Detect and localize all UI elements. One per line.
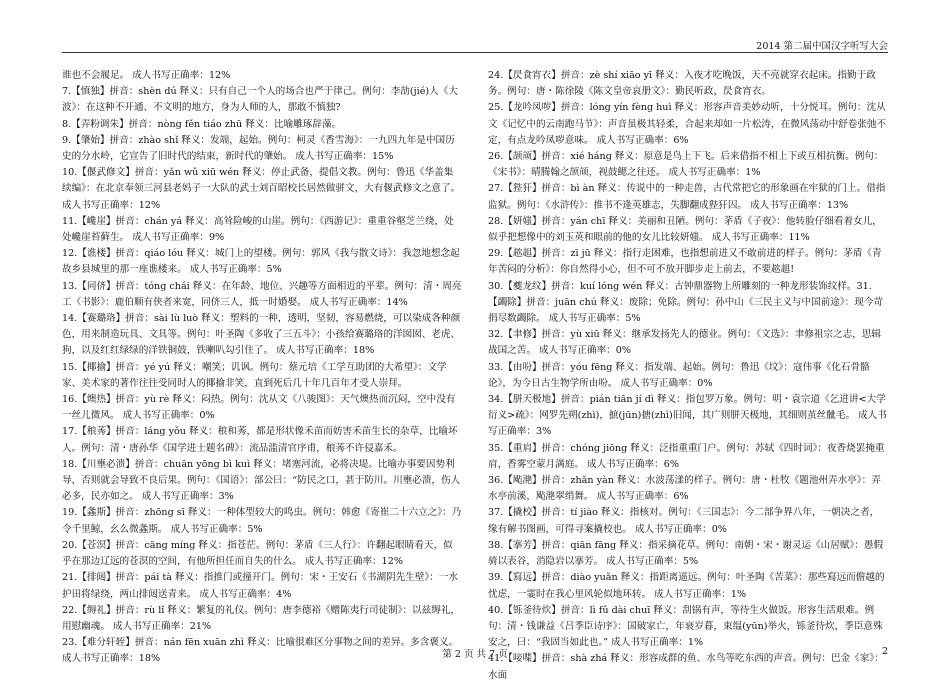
- header-divider: [62, 52, 888, 53]
- entry-text: 34.【胼天极地】拼音：pián tiān jí dì 释义：指包罗万象。例句：明・袁宗道《乞进讲<大学衍义>疏》：网罗先朔(zhì)，摭(jūn)搪(zhì)旧闻，其广则胼天极地，其细则茧丝骴毛。 成人书写正确率：3%: [488, 394, 887, 438]
- entry-text: 15.【揶揄】拼音：yé yú 释义：嘲笑；讥讽。例句：蔡元培《工学互助团的大希望》：文学家、美术家的著作往往受同时人的揶揄非笑，直到死后几十年几百年才受人崇拜。: [62, 361, 447, 389]
- entry-text: 10.【偃武修文】拼音：yǎn wǔ xiū wén 释义：停止武备，提倡文教。例句：鲁迅《华盖集续编》：在北京奉领三河县老妈子一大队的武士刘百昭校长居然做骈文，大有偃武修文之意了。 成人书写正确率：12%: [62, 167, 461, 211]
- entry-text: 29.【趑趄】拼音：zī jū 释义：指行走困难，也指想前进又不敢前进的样子。例句：茅盾《青年苦闷的分析》：你自然得小心，但不可不放开脚步走上前去，不要趑趄!: [488, 248, 882, 276]
- vocabulary-entry: [62, 68, 462, 84]
- vocabulary-entry: [62, 133, 462, 165]
- vocabulary-entry: [488, 392, 888, 441]
- entry-text: 25.【龙吟凤哕】拼音：lóng yín fèng huì 释义：形容声音美妙动听，十分悦耳。例句：沈从文《记忆中的云南跑马节》：声音虽极其轻柔，合起来却如一片松涛，在微风荡动中舒卷张弛不定，有点龙吟凤哕意味。 成人书写正确率：6%: [488, 102, 887, 146]
- vocabulary-entry: [488, 279, 888, 328]
- entry-text: 22.【缛礼】拼音：rù lǐ 释义：繁复的礼仪。例句：唐李德裕《赠陈夷行司徒制》：以兹缛礼，用慰幽魂。 成人书写正确率：21%: [62, 604, 461, 632]
- entry-text: 19.【螽斯】拼音：zhōng sī 释义：一种体型较大的鸣虫。例句：韩愈《寄崔二十六立之》：乃令千里鲸，幺么微螽斯。 成人书写正确率：5%: [62, 507, 462, 535]
- entry-text: 12.【谯楼】拼音：qiáo lóu 释义：城门上的望楼。例句：郭风《我与散文诗》：我忽地想念起故乡县城里的那一座谯楼来。 成人书写正确率：5%: [62, 248, 460, 276]
- entry-text: 28.【妍媸】拼音：yán chī 释义：美丽和丑陋。例句：茅盾《子夜》：他转脸仔细看着女儿，似乎把想像中的刘玉英和眼前的他的女儿比较妍媸。 成人书写正确率：11%: [488, 215, 882, 244]
- vocabulary-entry: [488, 603, 888, 652]
- page-header-title: 2014 第二届中国汉字听写大会: [756, 41, 888, 52]
- entry-text: 7.【慎独】拼音：shèn dú 释义：只有自己一个人的场合也严于律己。例句：李劼(jié)人《大波》：在这种不开通、不文明的地方，身为人师的人，那敢不慎独?: [62, 86, 458, 114]
- vocabulary-entry: [62, 246, 462, 278]
- entry-text: 谁也不会履足。 成人书写正确率：12%: [62, 70, 231, 81]
- entry-text: 38.【搴芳】拼音：qiān fāng 释义：指采摘花草。例句：南朝・宋・谢灵运《山居赋》：愚假骑以表谷，消隐岩以搴芳。 成人书写正确率：5%: [488, 539, 884, 568]
- vocabulary-entry: [488, 149, 888, 181]
- vocabulary-entry: [62, 311, 462, 360]
- vocabulary-entry: [62, 392, 462, 424]
- entry-text: 8.【弄粉调朱】拼音：nòng fěn tiáo zhū 释义：比喻雕琢辞藻。: [62, 118, 342, 130]
- vocabulary-entry: [62, 538, 462, 570]
- vocabulary-entry: [62, 570, 462, 602]
- vocabulary-entry: [62, 457, 462, 506]
- entry-text: 40.【铄釜待炊】拼音：lì fǔ dài chuī 释义：刮锅有声，等待生火做饭。形容生活艰难。例句：清・钱谦益《吕季臣诗序》：国破家亡，年衰岁暮，束缊(yūn)举火，铄釜待炊，季臣意殊安之，曰：“我固当如此也。” 成人书写正确率：1%: [488, 604, 883, 649]
- vocabulary-entry: [62, 360, 462, 392]
- vocabulary-entry: [488, 441, 888, 473]
- vocabulary-entry: [62, 279, 462, 311]
- entry-text: 18.【川壅必溃】拼音：chuān yōng bì kuì 释义：堵塞河流，必将决堤。比喻办事要因势利导，否则就会导致不良后果。例句：《国语》：部公曰：“防民之口，甚于防川。川壅必溃，伤人必多，民亦如之。 成人书写正确率：3%: [62, 458, 461, 503]
- vocabulary-entry: [62, 165, 462, 214]
- entry-text: 30.【夔龙纹】拼音：kuí lóng wén 释义：古钟鼎器物上所雕刻的一种龙形装饰纹样。31.【蠲除】拼音：juān chú 释义：废除；免除。例句：孙中山《三民主义与中国前途》：现今苛捐尽数蠲除。 成人书写正确率：5%: [488, 280, 884, 325]
- vocabulary-entry: [488, 360, 888, 392]
- entry-text: 17.【稂莠】拼音：láng yǒu 释义：稂和莠，都是形状像禾苗而妨害禾苗生长的杂草，比喻坏人。例句：清・唐孙华《国学进士题名碑》：流品滥清官序甫，稂莠不许侵嘉禾。: [62, 426, 458, 454]
- vocabulary-entry: [62, 84, 462, 116]
- vocabulary-entry: [488, 68, 888, 100]
- vocabulary-entry: [488, 570, 888, 602]
- entry-text: 26.【颉颃】拼音：xié háng 释义：原意是鸟上下飞。后来借指不相上下或互相抗衡。例句：《宋书》：晴腾翰之颉颃，视鼓鳃之往还。 成人书写正确率：1%: [488, 151, 884, 179]
- vocabulary-entry: [488, 505, 888, 537]
- vocabulary-entry: [488, 181, 888, 213]
- entry-text: 23.【难分轩轾】拼音：nán fēn xuān zhì 释义：比喻很难区分事物之间的差异。多含褒义。 成人书写正确率：18%: [62, 637, 459, 665]
- vocabulary-entry: [488, 327, 888, 359]
- vocabulary-entry: [62, 424, 462, 456]
- entry-text: 11.【巉崖】拼音：chán yá 释义：高耸险峻的山崖。例句：《西游记》：重重谷壑芝兰绕，处处巉崖苔藓生。 成人书写正确率：9%: [62, 215, 454, 244]
- entry-text: 36.【飐滟】拼音：zhǎn yàn 释义：水波荡漾的样子。例句：唐・杜牧《题池州弄水亭》：弄水亭前溪，飐滟翠绡舞。 成人书写正确率：6%: [488, 475, 881, 503]
- right-column: [488, 68, 888, 681]
- vocabulary-entry: [488, 100, 888, 149]
- entry-text: 21.【排闼】拼音：pái tà 释义：指推门或撞开门。例句：宋・王安石《书湖阴先生壁》：一水护田将绿绕，两山排闼送青来。 成人书写正确率：4%: [62, 572, 459, 600]
- entry-text: 27.【狴犴】拼音：bì àn 释义：传说中的一种走兽，古代常把它的形象画在牢狱的门上。借指监狱。例句：《水浒传》：推书不逢英雄志，失脚翻成狴犴囚。 成人书写正确率：13%: [488, 183, 886, 211]
- page-footer-label: 第 2 页 共 7 页: [442, 649, 508, 660]
- vocabulary-entry: [488, 538, 888, 570]
- vocabulary-entry: [62, 214, 462, 246]
- vocabulary-entry: [62, 117, 462, 133]
- entry-text: 37.【撬校】拼音：tí jiào 释义：指核对。例句：《三国志》：今二部争界八年，一朝决之者，缘有解书图画，可得寻案撬校也。 成人书写正确率：0%: [488, 507, 880, 535]
- entry-text: 9.【肇始】拼音：zhào shǐ 释义：发端，起始。例句：柯灵《香雪海》：一九四九年是中国历史的分水岭，它宣告了旧时代的结束，新时代的肇始。 成人书写正确率：15%: [62, 134, 455, 163]
- vocabulary-entry: [488, 473, 888, 505]
- entry-text: 24.【昃食宵衣】拼音：zè shí xiāo yī 释义：入夜才吃晚饭，天不亮就穿衣起床。指勤于政务。例句：唐・陈徐陵《陈文皇帝哀册文》：勤民听政，昃食宵衣。: [488, 70, 876, 98]
- entry-text: 35.【重肩】拼音：chóng jiōng 释义：泛指重重门户。例句：苏轼《四时词》：夜香烧罢掩重肩，香雾空蒙月满庭。 成人书写正确率：6%: [488, 442, 885, 470]
- entry-text: 41.【唼喋】拼音：shà zhá 释义：形容成群的鱼、水鸟等吃东西的声音。例句：巴金《家》：水面: [488, 653, 884, 681]
- entry-text: 14.【赛璐珞】拼音：sài lù luò 释义：塑料的一种，透明，坚韧，容易燃烧，可以染成各种颜色，用来制造玩具、文具等。例句：叶圣陶《多收了三五斗》：小孩给赛璐珞的洋囡囡、老虎、狗，以及红红绿绿的洋铁铜鼓，铁喇叭勾引住了。 成人书写正确率：18%: [62, 313, 461, 357]
- entry-text: 13.【同侪】拼音：tóng chái 释义：在年龄、地位、兴趣等方面相近的平辈。例句：清・周亮工《书影》：鹿伯顺有侠者来宽，同侪三人，抵一时婚娶。 成人书写正确率：14%: [62, 280, 462, 308]
- vocabulary-entry: [62, 603, 462, 635]
- entry-text: 16.【燠热】拼音：yù rè 释义：闷热。例句：沈从文《八骏图》：天气燠热而沉闷，空中没有一丝儿微风。 成人书写正确率：0%: [62, 394, 456, 422]
- vocabulary-entry: [488, 246, 888, 278]
- left-column: [62, 68, 462, 665]
- page-number: 2: [881, 646, 888, 657]
- entry-text: 32.【聿修】拼音：yù xiū 释义：继承发扬先人的德业。例句：《文选》：聿修祖宗之志，思辑战国之苦。 成人书写正确率：0%: [488, 329, 881, 357]
- vocabulary-entry: [62, 505, 462, 537]
- entry-text: 20.【苍溟】拼音：cāng míng 释义：指苍茫。例句：茅盾《三人行》：许翻起眼睛看天，似乎在那边辽远的苍溟的空间，有他所担任而自失的什么。 成人书写正确率：12%: [62, 539, 453, 568]
- entry-text: 39.【寫远】拼音：diào yuǎn 释义：指距离遥远。例句：叶圣陶《苦菜》：那些寫远而儋越的忧虑，一霎时在我心里风轮似地环转。 成人书写正确率：1%: [488, 572, 885, 600]
- entry-text: 33.【由吩】拼音：yóu fēng 释义：指发端、起始。例句：鲁迅《坟》：寇伟事《化石骨骼论》，为今日古生物学所由吩。 成人书写正确率：0%: [488, 361, 870, 389]
- vocabulary-entry: [488, 214, 888, 246]
